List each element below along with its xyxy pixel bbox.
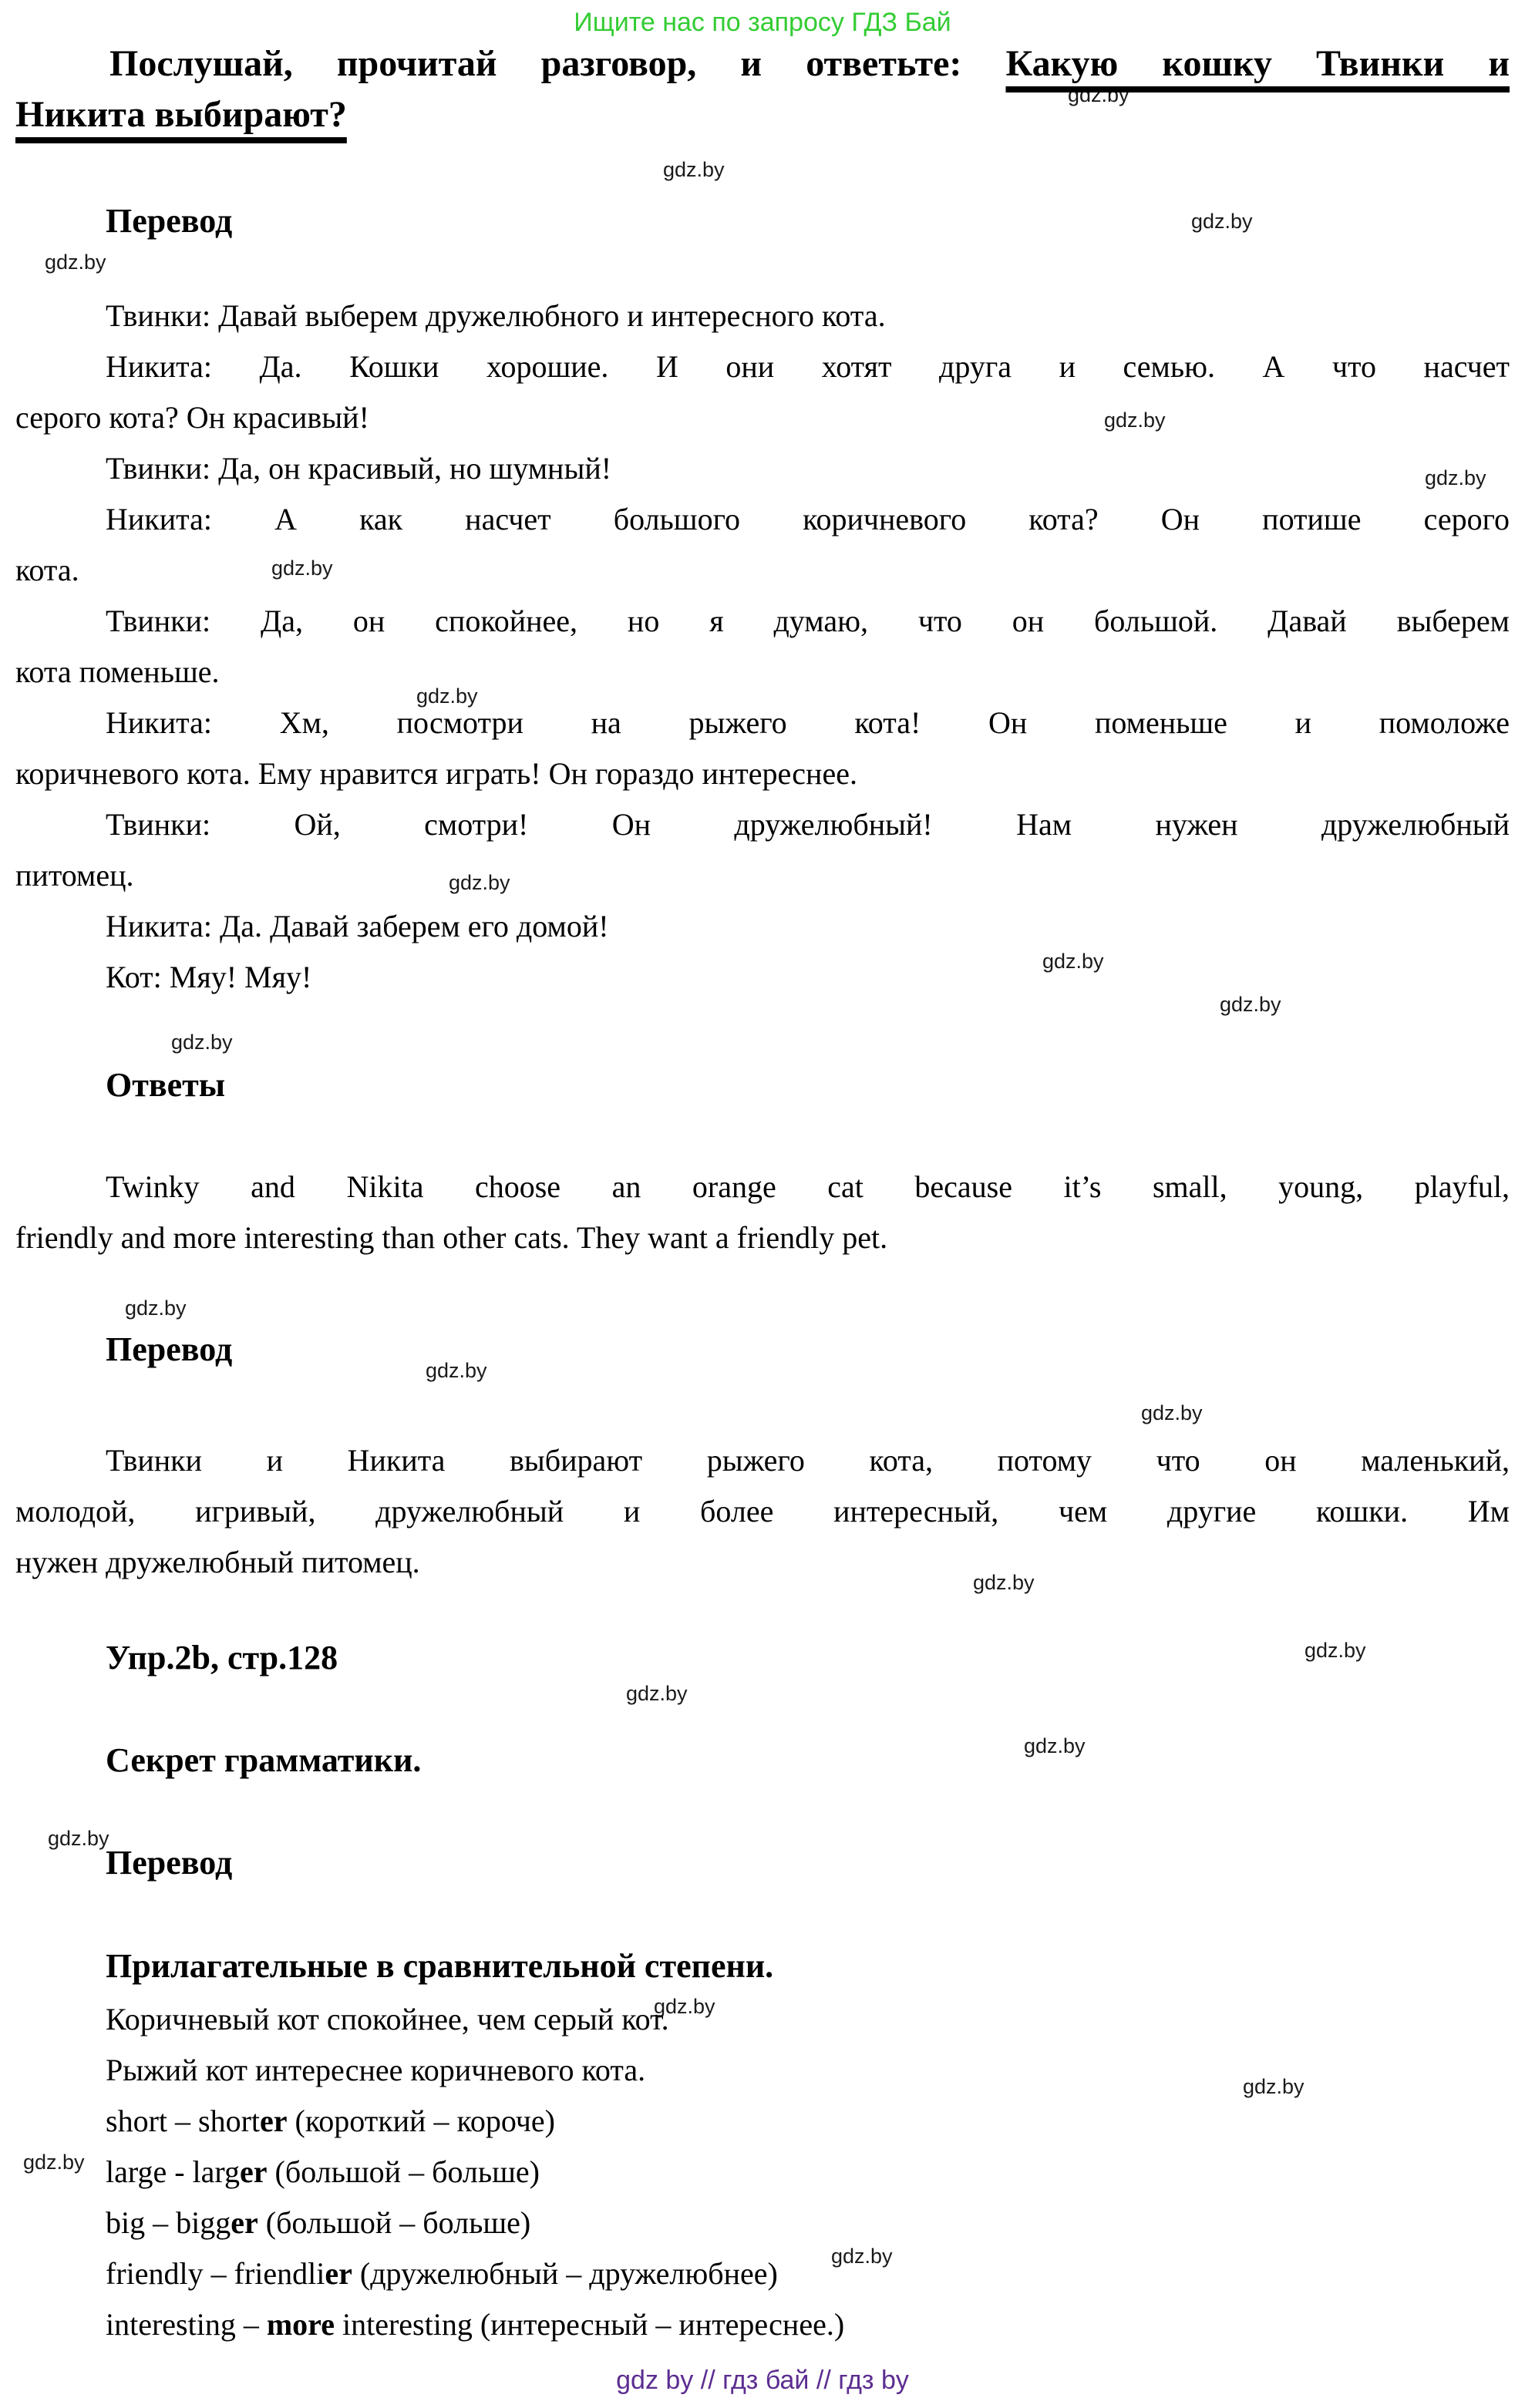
watermark: gdz.by bbox=[1104, 409, 1166, 432]
watermark: gdz.by bbox=[663, 158, 725, 181]
watermark: gdz.by bbox=[426, 1359, 487, 1382]
watermark: gdz.by bbox=[23, 2151, 85, 2174]
heading-translation-3: Перевод bbox=[106, 1844, 233, 1882]
pair-bold-suffix: er bbox=[240, 2154, 268, 2189]
translation-line: Твинки и Никита выбирают рыжего кота, потому что он маленький, bbox=[106, 1443, 1510, 1478]
watermark: gdz.by bbox=[1042, 950, 1104, 973]
dialog-line: Никита: Да. Давай заберем его домой! bbox=[106, 909, 609, 943]
answer-line: friendly and more interesting than other cats. They want a friendly pet. bbox=[15, 1220, 888, 1255]
watermark: gdz.by bbox=[1220, 993, 1281, 1016]
dialog-block bbox=[15, 291, 1510, 1003]
pair-translation: (дружелюбный – дружелюбнее) bbox=[352, 2256, 778, 2291]
dialog-line: Никита: А как насчет большого коричневого кота? Он потише серого bbox=[106, 502, 1510, 536]
dialog-line: Никита: Хм, посмотри на рыжего кота! Он поменьше и помоложе bbox=[106, 705, 1510, 740]
grammar-pair-line bbox=[15, 2096, 1510, 2147]
watermark: gdz.by bbox=[626, 1682, 688, 1705]
watermark: gdz.by bbox=[1425, 466, 1486, 489]
dialog-line: Твинки: Да, он красивый, но шумный! bbox=[106, 451, 612, 486]
pair-base: friendly – friendli bbox=[106, 2256, 325, 2291]
pair-base: big – bigg bbox=[106, 2205, 231, 2240]
heading-translation-2: Перевод bbox=[106, 1330, 233, 1368]
dialog-line: Твинки: Ой, смотри! Он дружелюбный! Нам нужен дружелюбный bbox=[106, 807, 1510, 842]
watermark: gdz.by bbox=[45, 251, 106, 274]
watermark: gdz.by bbox=[171, 1031, 233, 1054]
dialog-line: Твинки: Давай выберем дружелюбного и интересного кота. bbox=[106, 298, 886, 333]
pair-translation: (короткий – короче) bbox=[287, 2104, 555, 2138]
translation-russian-paragraph bbox=[15, 1435, 1510, 1588]
heading-grammar-secret: Секрет грамматики. bbox=[106, 1741, 422, 1779]
watermark: gdz.by bbox=[1068, 83, 1129, 106]
heading-comparative-adjectives: Прилагательные в сравнительной степени. bbox=[106, 1947, 774, 1985]
watermark: gdz.by bbox=[654, 1995, 715, 2018]
grammar-examples-block bbox=[15, 1994, 1510, 2350]
pair-base: large - larg bbox=[106, 2154, 241, 2189]
grammar-pair-line bbox=[15, 2147, 1510, 2198]
title-plain-text: Послушай, прочитай разговор, и ответьте: bbox=[109, 43, 1006, 84]
pair-bold-word: more bbox=[266, 2307, 335, 2342]
grammar-pair-line bbox=[15, 2299, 1510, 2350]
pair-bold-suffix: er bbox=[325, 2256, 352, 2291]
watermark: gdz.by bbox=[125, 1296, 187, 1320]
heading-exercise-reference: Упр.2b, стр.128 bbox=[106, 1639, 338, 1677]
grammar-pair-line bbox=[15, 2198, 1510, 2248]
pair-bold-suffix: er bbox=[260, 2104, 288, 2138]
watermark: gdz.by bbox=[449, 871, 510, 894]
grammar-example-line: Коричневый кот спокойнее, чем серый кот. bbox=[106, 2002, 669, 2036]
watermark: gdz.by bbox=[1024, 1734, 1086, 1757]
grammar-example-line: Рыжий кот интереснее коричневого кота. bbox=[106, 2053, 646, 2087]
watermark: gdz.by bbox=[1141, 1401, 1203, 1424]
translation-line: нужен дружелюбный питомец. bbox=[15, 1545, 420, 1579]
pair-base: short – short bbox=[106, 2104, 260, 2138]
dialog-line: Твинки: Да, он спокойнее, но я думаю, что он большой. Давай выберем bbox=[106, 604, 1510, 638]
title-underlined-question-part-2: Никита выбирают? bbox=[15, 94, 347, 135]
grammar-pair-line bbox=[15, 2248, 1510, 2299]
pair-translation: (большой – больше) bbox=[267, 2154, 540, 2189]
watermark: gdz.by bbox=[973, 1571, 1035, 1594]
dialog-line: питомец. bbox=[15, 858, 134, 893]
translation-line: молодой, игривый, дружелюбный и более интересный, чем другие кошки. Им bbox=[15, 1494, 1510, 1529]
watermark: gdz.by bbox=[416, 684, 478, 708]
pair-base: interesting – bbox=[106, 2307, 267, 2342]
site-banner: Ищите нас по запросу ГДЗ Бай bbox=[574, 8, 951, 37]
exercise-title-line-2 bbox=[15, 89, 1510, 140]
watermark: gdz.by bbox=[1191, 210, 1253, 233]
title-underlined-question-part-1: Какую кошку Твинки и bbox=[1005, 43, 1510, 84]
answer-line: Twinky and Nikita choose an orange cat because it’s small, young, playful, bbox=[106, 1169, 1510, 1204]
watermark: gdz.by bbox=[48, 1827, 109, 1850]
dialog-line: кота. bbox=[15, 553, 79, 587]
pair-translation: (большой – больше) bbox=[258, 2205, 531, 2240]
dialog-line: Никита: Да. Кошки хорошие. И они хотят друга и семью. А что насчет bbox=[106, 349, 1510, 384]
watermark: gdz.by bbox=[831, 2245, 893, 2268]
watermark: gdz.by bbox=[1304, 1639, 1366, 1662]
watermark: gdz.by bbox=[1243, 2075, 1304, 2098]
heading-translation-1: Перевод bbox=[106, 202, 233, 240]
answer-english-paragraph bbox=[15, 1162, 1510, 1263]
site-footer: gdz by // гдз бай // гдз by bbox=[616, 2366, 909, 2395]
pair-translation: interesting (интересный – интереснее.) bbox=[334, 2307, 845, 2342]
dialog-line: коричневого кота. Ему нравится играть! Он гораздо интереснее. bbox=[15, 756, 857, 791]
watermark: gdz.by bbox=[271, 557, 333, 580]
dialog-line: кота поменьше. bbox=[15, 654, 220, 689]
exercise-title-line-1 bbox=[15, 39, 1510, 89]
dialog-line: Кот: Мяу! Мяу! bbox=[106, 960, 312, 994]
heading-answers: Ответы bbox=[106, 1066, 226, 1104]
document-content bbox=[0, 6, 1525, 2396]
dialog-line: серого кота? Он красивый! bbox=[15, 400, 369, 435]
pair-bold-suffix: er bbox=[231, 2205, 258, 2240]
